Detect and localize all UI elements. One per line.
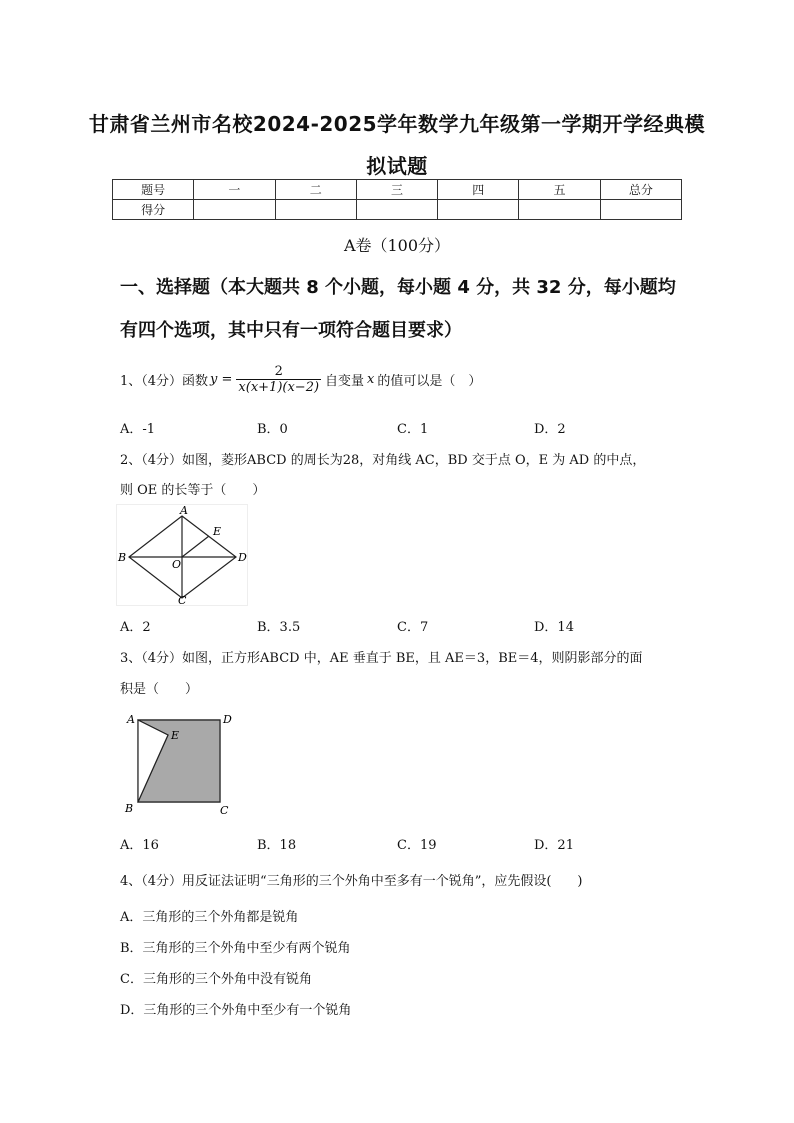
question-3-line-1: 3、（4分）如图，正方形ABCD 中，AE 垂直于 BE，且 AE＝3，BE＝4，则阴影部分的面 <box>120 651 643 666</box>
q4-option-b: B．三角形的三个外角中至少有两个锐角 <box>120 941 351 956</box>
q1-suffix-2: 的值可以是（ ） <box>377 373 482 389</box>
label-c: C <box>220 804 229 817</box>
q3-option-c: C．19 <box>397 838 437 853</box>
q1-option-d: D．2 <box>534 422 566 437</box>
section-1-heading-line-2: 有四个选项，其中只有一项符合题目要求） <box>120 320 462 341</box>
q1-option-b: B．0 <box>257 422 288 437</box>
question-1-stem <box>120 357 481 401</box>
title-line-1: 甘肃省兰州市名校2024-2025学年数学九年级第一学期开学经典模 <box>88 112 706 136</box>
question-2-line-2: 则 OE 的长等于（ ） <box>120 483 266 498</box>
score-table <box>112 179 682 220</box>
header-cell: 三 <box>356 180 437 200</box>
q1-denominator: x(x+1)(x−2) <box>238 379 320 395</box>
section-1-heading-line-1: 一、选择题（本大题共 8 个小题，每小题 4 分，共 32 分，每小题均 <box>120 277 676 298</box>
label-o: O <box>172 558 182 571</box>
label-a: A <box>127 713 135 726</box>
q1-option-c: C．1 <box>397 422 429 437</box>
q1-y-eq: y = <box>210 371 233 387</box>
q3-option-a: A．16 <box>120 838 159 853</box>
q2-option-d: D．14 <box>534 620 574 635</box>
label-a: A <box>180 504 188 517</box>
score-cell <box>275 200 356 220</box>
header-cell: 总分 <box>600 180 681 200</box>
q1-fraction <box>236 364 321 395</box>
score-cell <box>356 200 437 220</box>
q4-option-d: D．三角形的三个外角中至少有一个锐角 <box>120 1003 352 1018</box>
segment-oe <box>182 536 209 557</box>
q1-variable: x <box>367 371 375 387</box>
label-d: D <box>238 551 247 564</box>
header-cell: 一 <box>194 180 275 200</box>
question-2-line-1: 2、（4分）如图，菱形ABCD 的周长为28，对角线 AC，BD 交于点 O，E 为 AD 的中点， <box>120 453 646 468</box>
header-cell: 五 <box>519 180 600 200</box>
section-a-heading: A卷（100分） <box>343 236 451 255</box>
question-3-line-2: 积是（ ） <box>120 682 199 697</box>
q1-option-a: A．-1 <box>120 422 156 437</box>
score-table-header-row <box>113 180 682 200</box>
q4-option-a: A．三角形的三个外角都是锐角 <box>120 910 299 925</box>
q3-option-b: B．18 <box>257 838 297 853</box>
score-row-label: 得分 <box>113 200 194 220</box>
q2-option-b: B．3.5 <box>257 620 301 635</box>
q1-numerator: 2 <box>236 364 321 380</box>
label-d: D <box>223 713 232 726</box>
square-figure <box>122 708 240 820</box>
q1-suffix: 自变量 <box>325 373 365 389</box>
q3-option-d: D．21 <box>534 838 574 853</box>
header-cell: 四 <box>438 180 519 200</box>
score-cell <box>600 200 681 220</box>
label-e: E <box>213 525 222 538</box>
score-cell <box>519 200 600 220</box>
question-4-stem: 4、（4分）用反证法证明“三角形的三个外角中至多有一个锐角”，应先假设( ) <box>120 874 583 889</box>
label-b: B <box>118 551 127 564</box>
score-cell <box>194 200 275 220</box>
q2-option-c: C．7 <box>397 620 429 635</box>
rhombus-figure <box>116 504 248 606</box>
header-cell: 题号 <box>113 180 194 200</box>
q4-option-c: C．三角形的三个外角中没有锐角 <box>120 972 312 987</box>
label-c: C <box>178 594 187 606</box>
score-cell <box>438 200 519 220</box>
label-b: B <box>125 802 134 815</box>
header-cell: 二 <box>275 180 356 200</box>
title-line-2: 拟试题 <box>366 154 428 178</box>
score-table-score-row <box>113 200 682 220</box>
q2-option-a: A．2 <box>120 620 151 635</box>
q1-prefix: 1、（4分）函数 <box>120 373 209 389</box>
label-e: E <box>171 729 180 742</box>
